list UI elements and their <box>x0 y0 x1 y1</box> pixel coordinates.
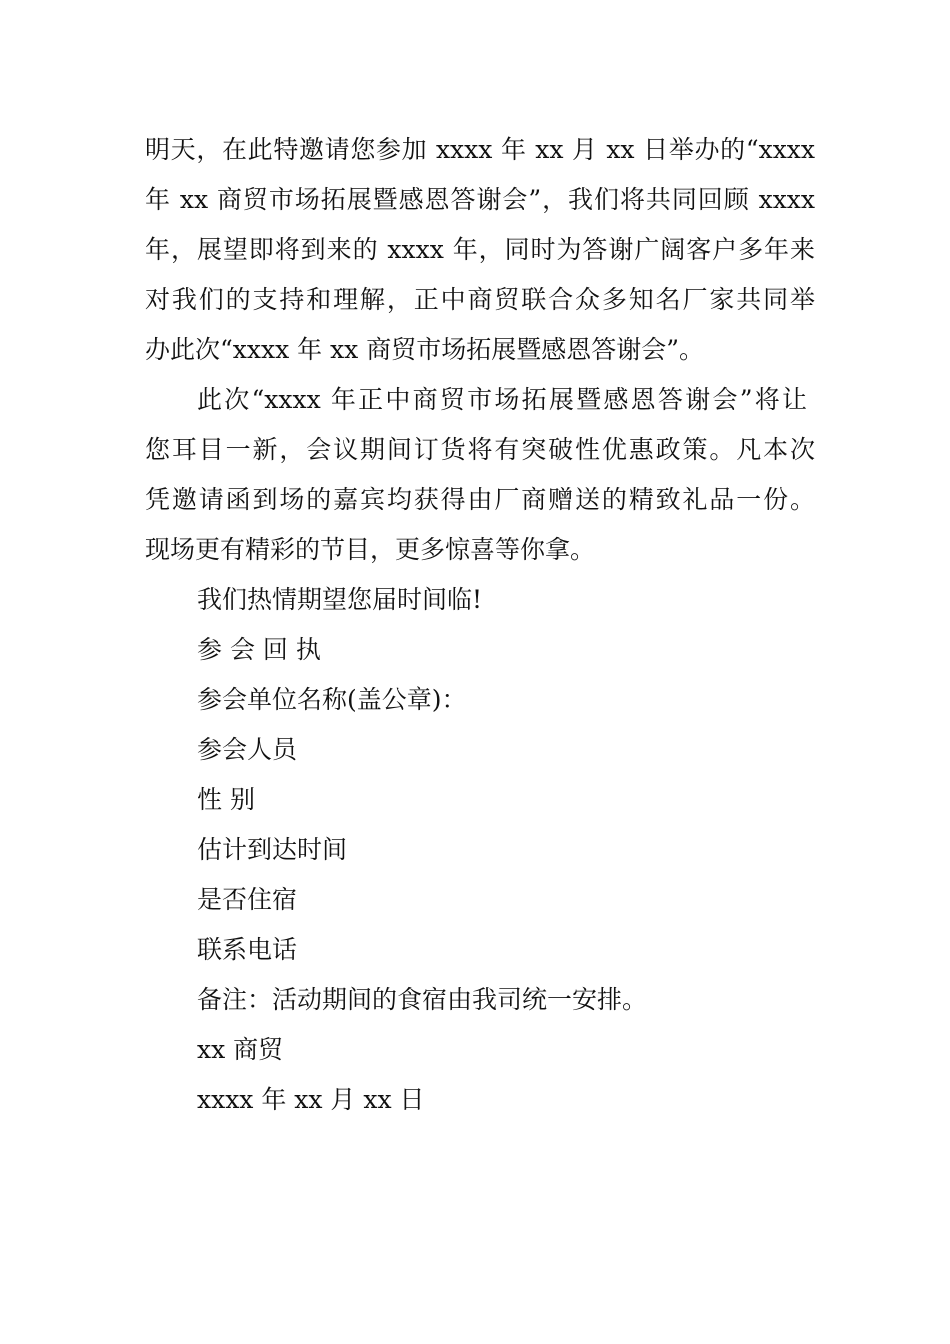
receipt-field-unit-name: 参会单位名称(盖公章)： <box>197 685 467 714</box>
receipt-field-arrival-time: 估计到达时间 <box>197 835 348 864</box>
receipt-field-phone: 联系电话 <box>197 935 298 964</box>
date: xxxx 年 xx 月 xx 日 <box>197 1085 425 1114</box>
paragraph1-line-2: 年 xx 商贸市场拓展暨感恩答谢会”，我们将共同回顾 xxxx <box>145 185 815 214</box>
receipt-field-accommodation: 是否住宿 <box>197 885 298 914</box>
paragraph1-line-5: 办此次“xxxx 年 xx 商贸市场拓展暨感恩答谢会”。 <box>145 335 704 364</box>
paragraph2-line-2: 您耳目一新，会议期间订货将有突破性优惠政策。凡本次 <box>145 435 815 464</box>
paragraph1-line-1: 明天，在此特邀请您参加 xxxx 年 xx 月 xx 日举办的“xxxx <box>145 135 815 164</box>
receipt-field-attendees: 参会人员 <box>197 735 298 764</box>
paragraph2-line-3: 凭邀请函到场的嘉宾均获得由厂商赠送的精致礼品一份。 <box>145 485 815 514</box>
receipt-field-gender: 性 别 <box>197 785 255 814</box>
paragraph1-line-3: 年，展望即将到来的 xxxx 年，同时为答谢广阔客户多年来 <box>145 235 815 264</box>
closing-text: 我们热情期望您届时间临! <box>197 585 483 614</box>
note-text: 备注：活动期间的食宿由我司统一安排。 <box>197 985 648 1014</box>
paragraph1-line-4: 对我们的支持和理解，正中商贸联合众多知名厂家共同举 <box>145 285 815 314</box>
receipt-title: 参 会 回 执 <box>197 635 321 664</box>
signature: xx 商贸 <box>197 1035 284 1064</box>
paragraph2-line-1: 此次“xxxx 年正中商贸市场拓展暨感恩答谢会”将让 <box>197 385 807 414</box>
paragraph2-line-4: 现场更有精彩的节目，更多惊喜等你拿。 <box>145 535 596 564</box>
